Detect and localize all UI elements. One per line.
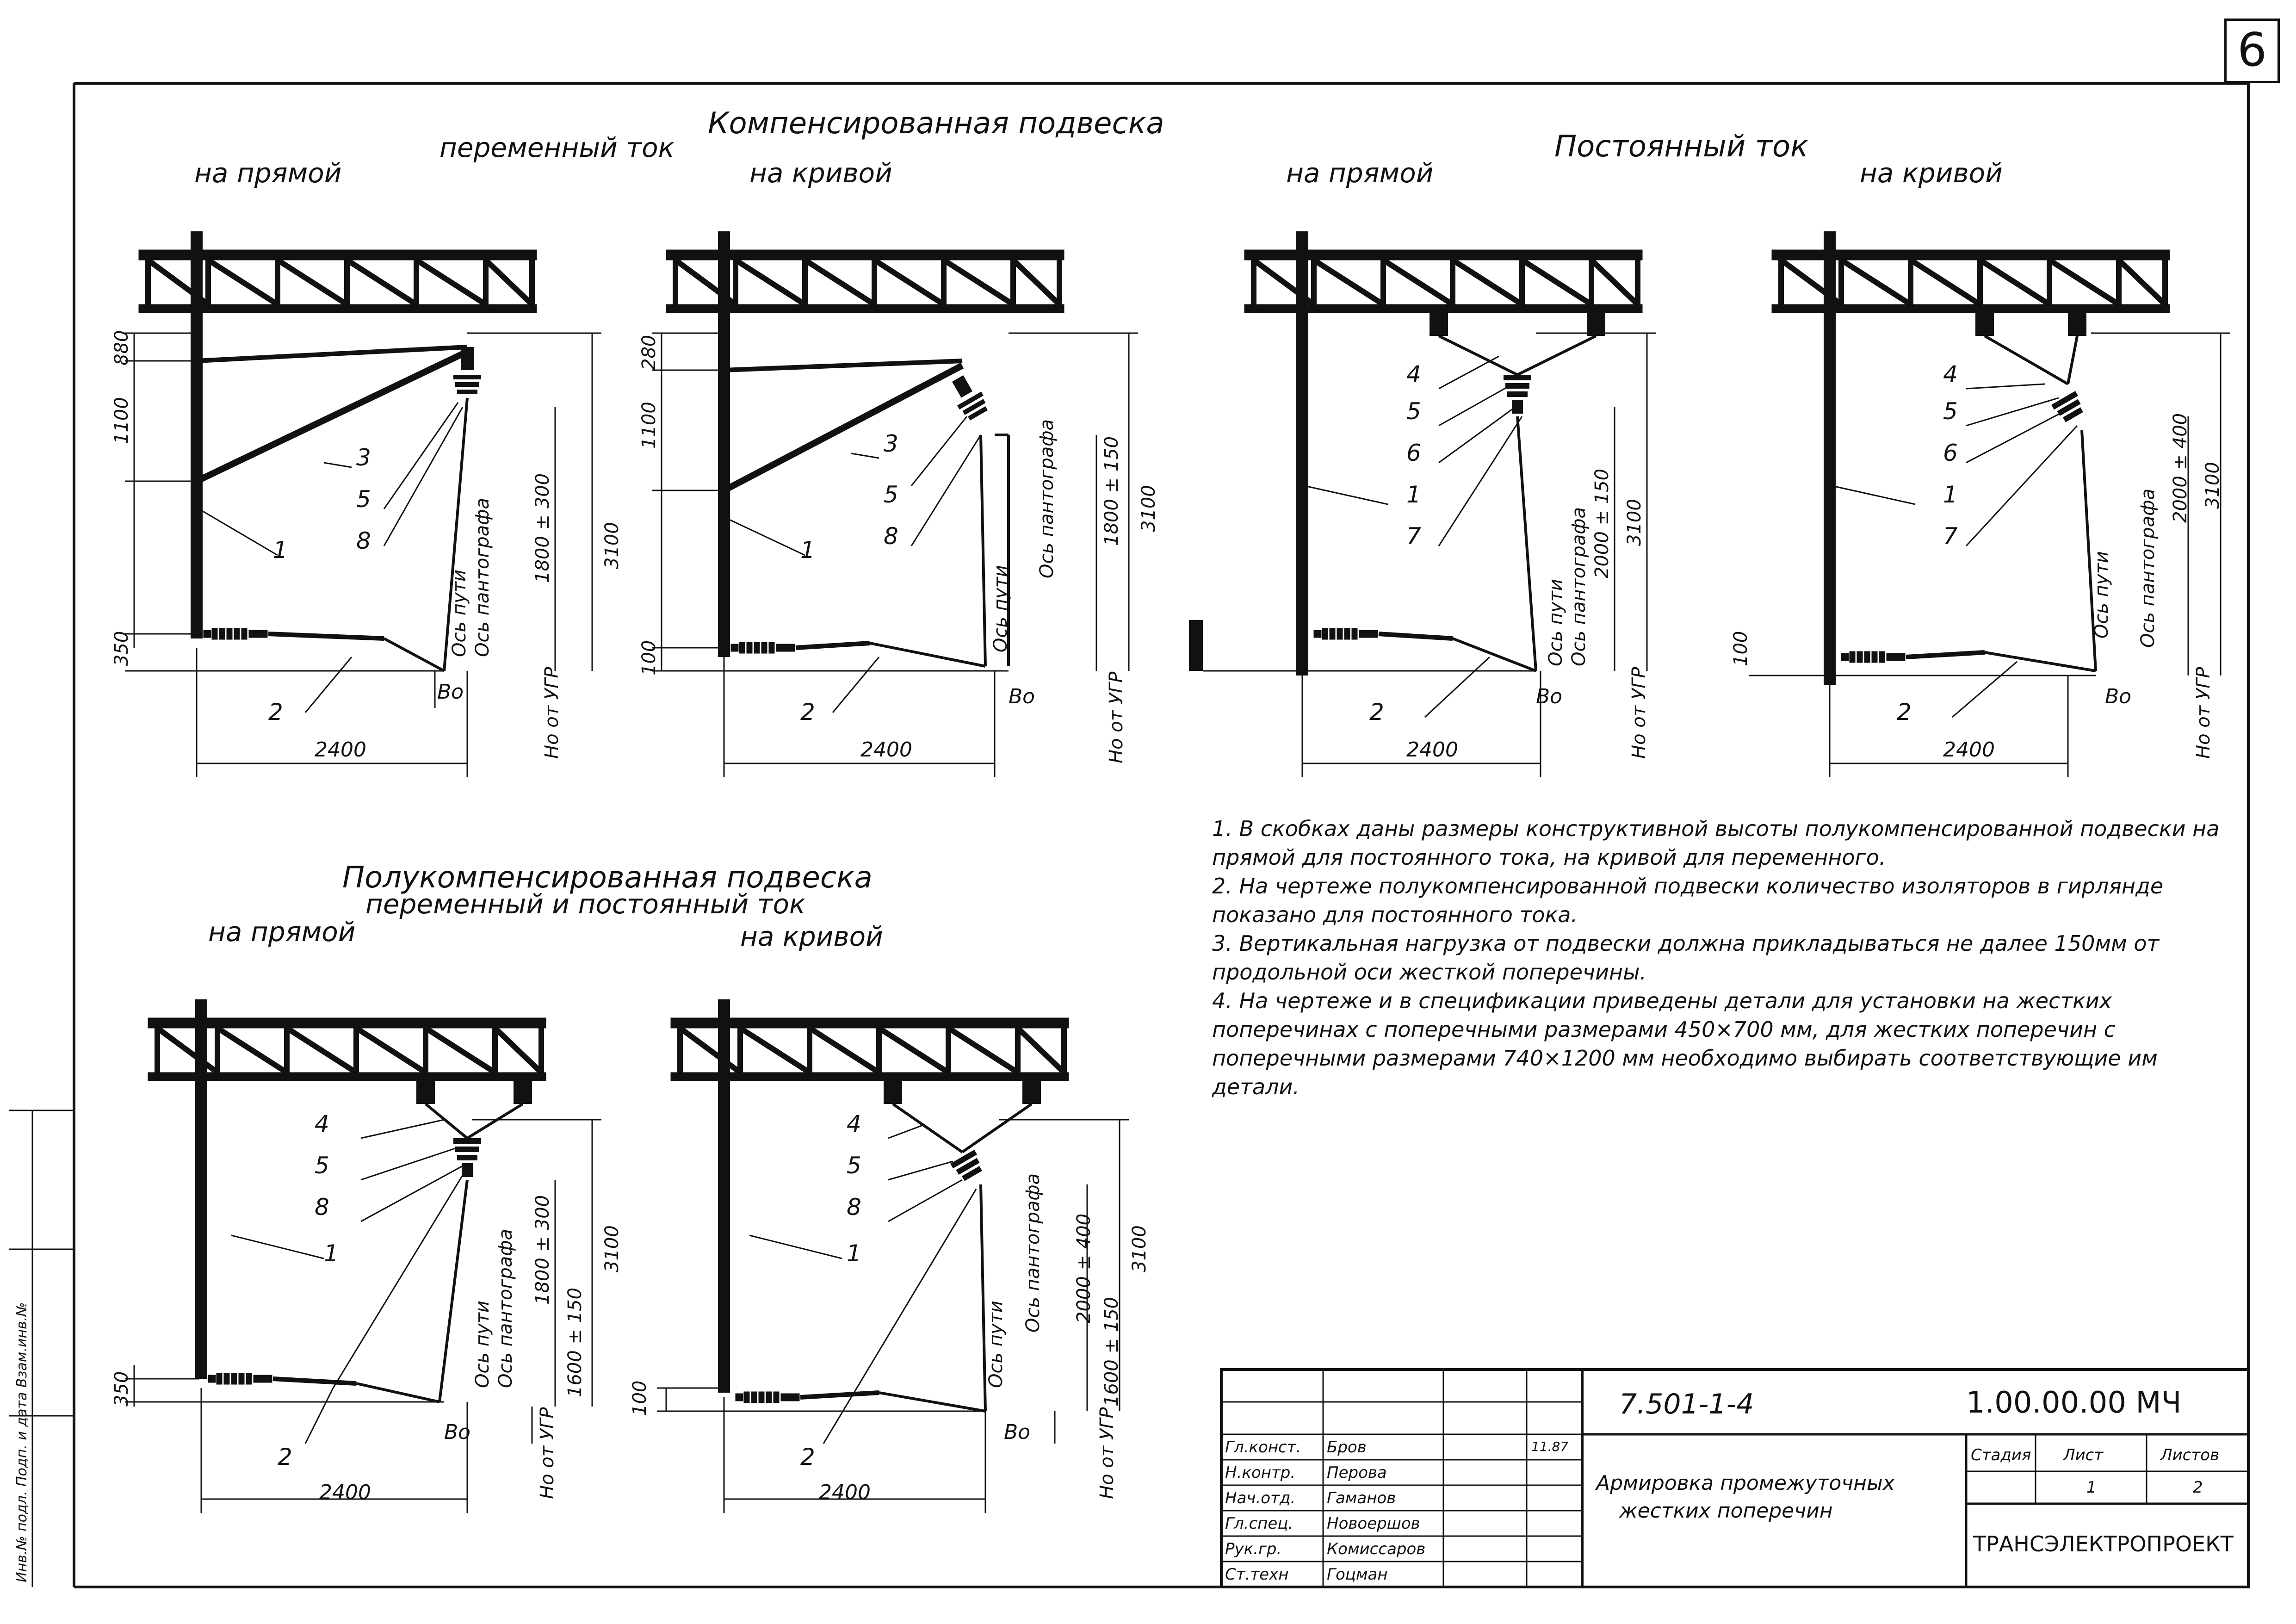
role-5: Рук.гр. <box>1225 1540 1282 1558</box>
panel-semi-curve <box>657 999 1129 1513</box>
dim-3100: 3100 <box>601 522 623 569</box>
dim-100: 100 <box>1730 631 1751 666</box>
dim-2400: 2400 <box>315 738 366 762</box>
dim-h0: Hо от УГР <box>541 667 563 759</box>
heading-semi-sub: переменный и постоянный ток <box>365 888 805 920</box>
dim-1100: 1100 <box>111 397 132 444</box>
dim-2400: 2400 <box>819 1481 871 1504</box>
dim-3100: 3100 <box>1624 499 1645 546</box>
callout-7: 7 <box>1406 523 1421 550</box>
callout-2: 2 <box>1369 699 1384 725</box>
dim-h0: Hо от УГР <box>1106 671 1127 763</box>
callout-5: 5 <box>847 1152 861 1179</box>
callout-4: 4 <box>847 1110 861 1137</box>
heading-dc-curve: на кривой <box>1860 157 2003 189</box>
axis-track: Ось пути <box>985 1301 1007 1388</box>
note-3: 3. Вертикальная нагрузка от подвески должна прикладываться не далее 150мм от продольной оси жесткой поперечины. <box>1212 931 2160 985</box>
dim-zigzag: 1800 ± 300 <box>532 473 553 583</box>
callout-4: 4 <box>1943 361 1958 388</box>
dim-b0: Вo <box>1536 685 1563 708</box>
name-4: Новоершов <box>1327 1514 1420 1533</box>
dim-3100: 3100 <box>2202 462 2223 509</box>
role-3: Нач.отд. <box>1225 1489 1296 1507</box>
dim-zigzag: 1800 ± 300 <box>532 1195 553 1305</box>
callout-7: 7 <box>1943 523 1958 550</box>
callout-5: 5 <box>356 486 371 513</box>
callout-8: 8 <box>356 527 371 554</box>
name-5: Комиссаров <box>1327 1540 1426 1558</box>
heading-ac: переменный ток <box>439 132 675 163</box>
callout-4: 4 <box>315 1110 329 1137</box>
callout-5: 5 <box>315 1152 329 1179</box>
sheet-number: 6 <box>2224 19 2280 83</box>
drawing-name-line1: Армировка промежуточных <box>1596 1471 1895 1495</box>
dim-zigzag: 1800 ± 150 <box>1101 436 1122 546</box>
heading-semi-curve: на кривой <box>740 921 883 952</box>
dim-280: 280 <box>638 335 660 370</box>
role-2: Н.контр. <box>1225 1463 1296 1482</box>
axis-panto: Ось пантографа <box>2137 489 2159 648</box>
heading-ac-curve: на кривой <box>749 157 892 189</box>
dim-880: 880 <box>111 330 132 366</box>
dim-h0: Hо от УГР <box>2193 667 2214 759</box>
dim-b0: Вo <box>1009 685 1035 708</box>
sheets-value: 2 <box>2193 1478 2203 1497</box>
role-4: Гл.спец. <box>1225 1514 1293 1533</box>
callout-1: 1 <box>1943 481 1958 508</box>
dim-zigzag: 2000 ± 400 <box>1073 1213 1095 1323</box>
stage-header: Стадия <box>1971 1446 2031 1464</box>
name-3: Гаманов <box>1327 1489 1396 1507</box>
callout-1: 1 <box>800 537 815 564</box>
callout-6: 6 <box>1406 440 1421 466</box>
sheet-header: Лист <box>2063 1446 2104 1464</box>
dim-350: 350 <box>111 631 132 666</box>
role-6: Ст.техн <box>1225 1565 1289 1584</box>
note-1: 1. В скобках даны размеры конструктивной высоты полукомпенсированной подвески на прямой для постоянного тока, на кривой для переменного. <box>1212 816 2220 870</box>
note-4: 4. На чертеже и в спецификации приведены детали для установки на жестких поперечинах с поперечными размерами 450×700 мм, для жестких поперечин с поперечными размерами 740×1200 мм необходимо выбирать соответствующие им детали. <box>1212 988 2158 1099</box>
dim-b0: Вo <box>437 680 464 704</box>
dim-2400: 2400 <box>1406 738 1458 762</box>
notes-block <box>1212 814 2221 1101</box>
axis-panto: Ось пантографа <box>495 1229 516 1388</box>
axis-panto: Ось пантографа <box>472 498 493 657</box>
sheet-value: 1 <box>2086 1478 2097 1497</box>
callout-2: 2 <box>800 699 815 725</box>
dim-b0: Вo <box>2105 685 2132 708</box>
heading-ac-straight: на прямой <box>194 157 342 189</box>
axis-track: Ось пути <box>990 565 1011 652</box>
dim-h0: Hо от УГР <box>537 1407 558 1499</box>
callout-2: 2 <box>1897 699 1912 725</box>
heading-dc: Постоянный ток <box>1554 130 1808 164</box>
callout-8: 8 <box>847 1194 861 1221</box>
name-2: Перова <box>1327 1463 1387 1482</box>
axis-panto: Ось пантографа <box>1022 1173 1044 1333</box>
name-6: Гоцман <box>1327 1565 1388 1584</box>
callout-6: 6 <box>1943 440 1958 466</box>
organization: ТРАНСЭЛЕКТРОПРОЕКТ <box>1973 1531 2234 1556</box>
dim-3100: 3100 <box>601 1225 623 1272</box>
note-2: 2. На чертеже полукомпенсированной подвески количество изоляторов в гирлянде показано для постоянного тока. <box>1212 874 2164 927</box>
callout-2: 2 <box>278 1444 292 1470</box>
axis-track: Ось пути <box>472 1301 493 1388</box>
heading-semi: Полукомпенсированная подвеска <box>342 861 873 895</box>
callout-2: 2 <box>800 1444 815 1470</box>
callout-4: 4 <box>1406 361 1421 388</box>
axis-track: Ось пути <box>449 570 470 657</box>
axis-panto: Ось пантографа <box>1568 507 1590 666</box>
callout-1: 1 <box>1406 481 1421 508</box>
dim-350: 350 <box>111 1371 132 1407</box>
dim-h0: Hо от УГР <box>1096 1407 1118 1499</box>
dim-zigzag: 2000 ± 150 <box>1591 468 1613 578</box>
dim-3100: 3100 <box>1138 485 1159 532</box>
doc-number: 1.00.00.00 МЧ <box>1966 1386 2182 1420</box>
callout-5: 5 <box>884 481 898 508</box>
side-stamp: Инв.№ подл. Подп. и дата Взам.инв.№ <box>14 1302 30 1582</box>
callout-3: 3 <box>884 430 898 457</box>
callout-1: 1 <box>847 1240 861 1267</box>
callout-5: 5 <box>1943 398 1958 425</box>
drawing-name-line2: жестких поперечин <box>1619 1499 1833 1523</box>
axis-track: Ось пути <box>2091 551 2112 638</box>
doc-code: 7.501-1-4 <box>1619 1388 1754 1420</box>
sign-date: 11.87 <box>1531 1439 1569 1454</box>
dim-zigzag: 2000 ± 400 <box>2170 413 2191 523</box>
heading-dc-straight: на прямой <box>1286 157 1434 189</box>
heading-compensated: Компенсированная подвеска <box>708 106 1164 141</box>
callout-8: 8 <box>315 1194 329 1221</box>
sheets-header: Листов <box>2160 1446 2220 1464</box>
dim-2400: 2400 <box>860 738 912 762</box>
callout-5: 5 <box>1406 398 1421 425</box>
dim-b0: Вo <box>444 1420 471 1444</box>
panel-dc-straight <box>1189 231 1656 777</box>
dim-zigzag-bracket: 1600 ± 150 <box>1101 1296 1122 1407</box>
dim-3100: 3100 <box>1129 1225 1150 1272</box>
callout-1: 1 <box>273 537 288 564</box>
dim-b0: Вo <box>1004 1420 1031 1444</box>
dim-zigzag-bracket: 1600 ± 150 <box>564 1287 586 1397</box>
dim-1100: 1100 <box>638 402 660 449</box>
dim-2400: 2400 <box>1943 738 1995 762</box>
dim-100: 100 <box>638 640 660 676</box>
callout-2: 2 <box>268 699 283 725</box>
name-1: Бров <box>1327 1438 1367 1457</box>
callout-8: 8 <box>884 523 898 550</box>
axis-track: Ось пути <box>1545 579 1566 666</box>
callout-3: 3 <box>356 444 371 471</box>
role-1: Гл.конст. <box>1225 1438 1301 1457</box>
heading-semi-straight: на прямой <box>208 916 356 948</box>
dim-2400: 2400 <box>319 1481 371 1504</box>
dim-h0: Hо от УГР <box>1628 667 1650 759</box>
callout-1: 1 <box>324 1240 339 1267</box>
dim-100: 100 <box>629 1380 650 1416</box>
axis-panto: Ось пантографа <box>1036 419 1058 578</box>
panel-semi-straight <box>125 999 601 1513</box>
